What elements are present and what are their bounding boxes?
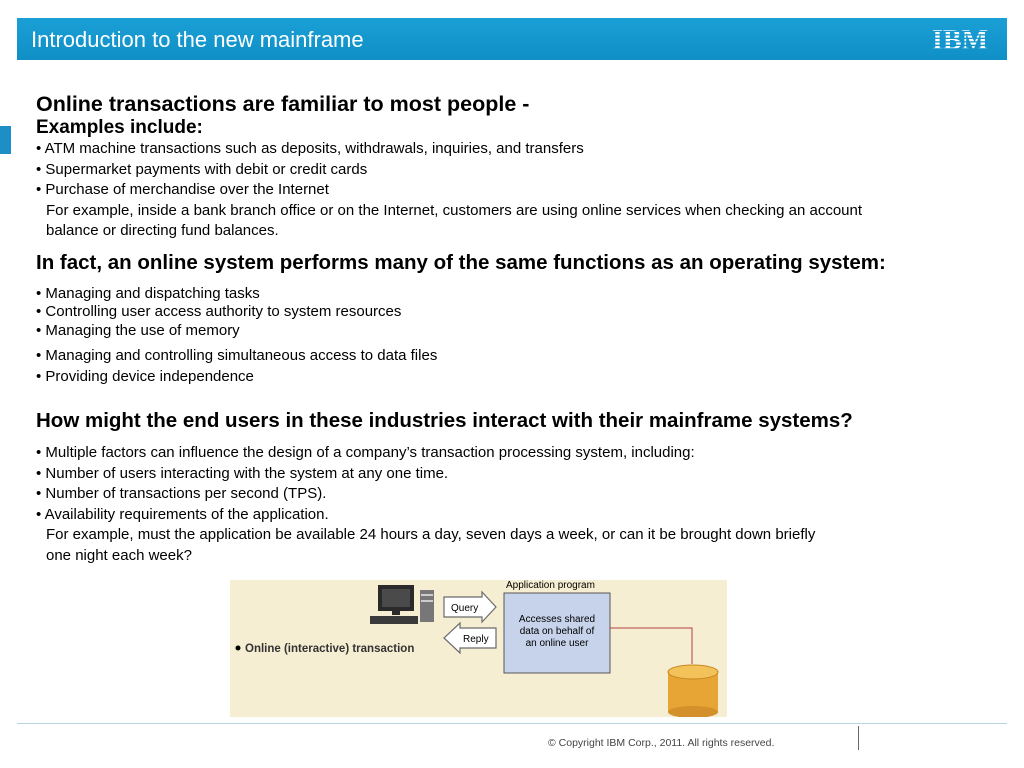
- bullet-dot-icon: [236, 646, 241, 651]
- footer-separator: [858, 726, 859, 750]
- bullet-item: • Supermarket payments with debit or credit cards: [36, 160, 368, 178]
- bullet-item: • Controlling user access authority to system resources: [36, 303, 402, 320]
- example-note: balance or directing fund balances.: [46, 222, 279, 239]
- slide-title: Introduction to the new mainframe: [31, 27, 364, 52]
- bullet-item: • Managing and dispatching tasks: [36, 284, 260, 302]
- bullet-item: • Purchase of merchandise over the Internet: [36, 181, 329, 198]
- section2-heading: In fact, an online system performs many of the same functions as an operating system:: [36, 250, 886, 274]
- app-box-text: data on behalf of: [519, 626, 595, 637]
- example-note: one night each week?: [46, 546, 192, 564]
- section1-subheading: Examples include:: [36, 117, 203, 138]
- connector-line: [610, 628, 692, 664]
- footer-divider: [17, 723, 1007, 724]
- svg-text:IBM: IBM: [932, 25, 988, 53]
- bullet-item: • Multiple factors can influence the design of a company’s transaction processing system, including:: [36, 444, 695, 461]
- copyright-text: © Copyright IBM Corp., 2011. All rights reserved.: [548, 737, 775, 749]
- reply-label: Reply: [463, 634, 489, 645]
- bullet-item: • ATM machine transactions such as deposits, withdrawals, inquiries, and transfers: [36, 140, 584, 157]
- bullet-item: • Availability requirements of the application.: [36, 505, 329, 523]
- bullet-item: • Managing the use of memory: [36, 321, 240, 339]
- slide-content: [36, 92, 1011, 566]
- app-box-text: Accesses shared: [518, 614, 596, 625]
- slide-header: [17, 18, 1007, 60]
- slide-accent-bar: [0, 126, 11, 154]
- example-note: For example, inside a bank branch office or on the Internet, customers are using online services when checking an account: [46, 201, 863, 219]
- bullet-item: • Providing device independence: [36, 367, 254, 385]
- bullet-item: • Number of users interacting with the system at any one time.: [36, 464, 449, 482]
- example-note: For example, must the application be available 24 hours a day, seven days a week, or can it be brought down briefly: [46, 526, 816, 543]
- application-program-label: Application program: [506, 580, 595, 591]
- section1-heading: Online transactions are familiar to most people -: [36, 92, 530, 116]
- database-icon: [668, 665, 718, 717]
- bullet-item: • Number of transactions per second (TPS).: [36, 485, 327, 502]
- section3-heading: How might the end users in these industries interact with their mainframe systems?: [36, 409, 853, 432]
- app-box-text: an online user: [525, 638, 589, 649]
- query-label: Query: [451, 603, 479, 614]
- online-transaction-diagram: [230, 580, 727, 717]
- transaction-label: Online (interactive) transaction: [245, 643, 415, 655]
- computer-terminal-icon: [370, 585, 434, 624]
- bullet-item: • Managing and controlling simultaneous access to data files: [36, 347, 438, 364]
- ibm-logo: [927, 25, 993, 53]
